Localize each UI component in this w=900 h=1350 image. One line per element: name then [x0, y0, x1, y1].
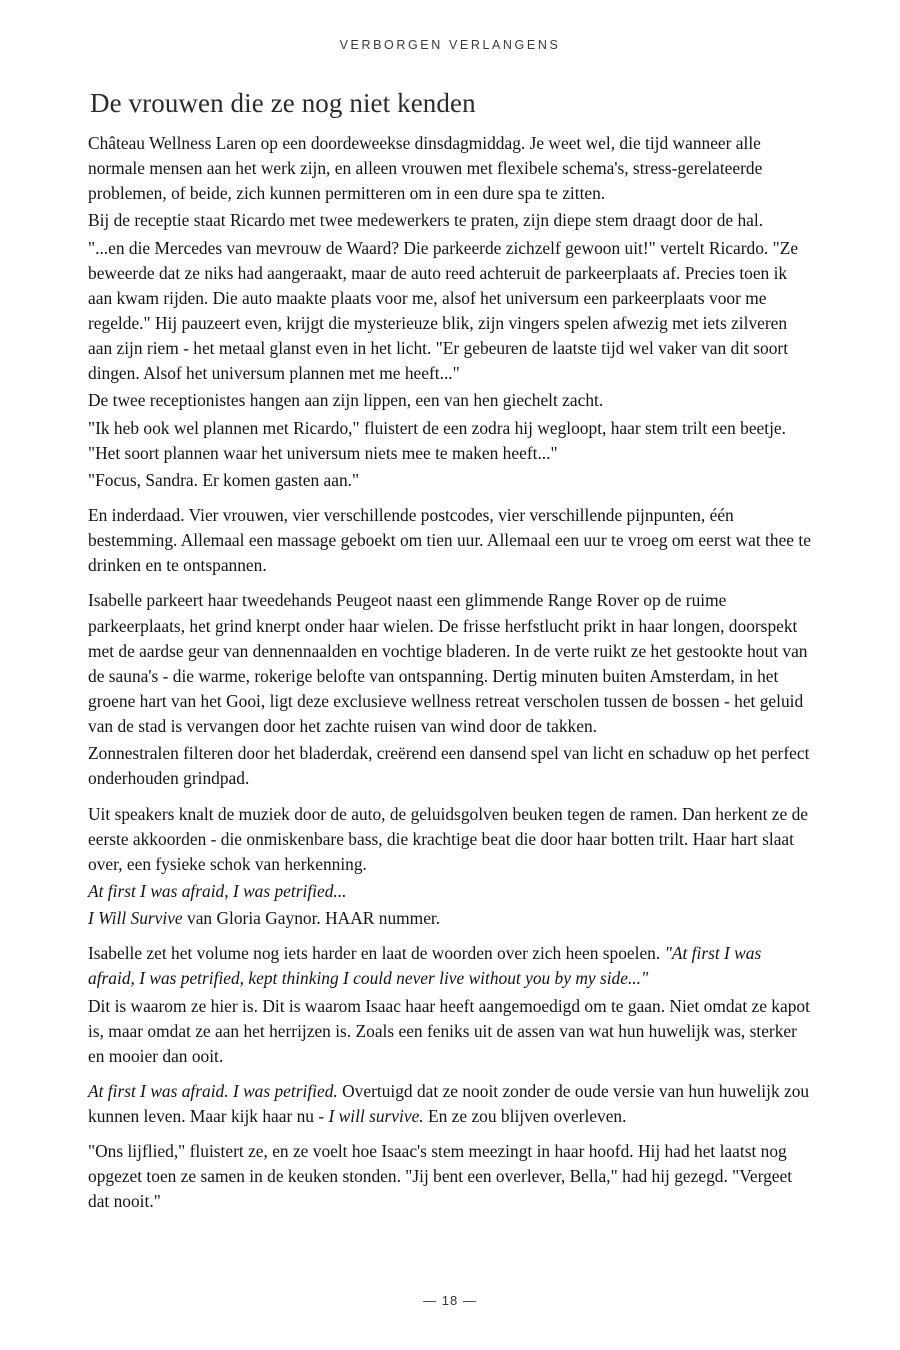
page-title: De vrouwen die ze nog niet kenden [90, 88, 476, 118]
paragraph: "Ons lijflied," fluistert ze, en ze voelt hoe Isaac's stem meezingt in haar hoofd. Hij had het laatst nog opgezet toen ze samen in de keuken stonden. "Jij bent een overlever, Bella," had hij gezegd. "Vergeet dat nooit." [88, 1141, 793, 1212]
paragraph [88, 941, 812, 991]
paragraph: Dit is waarom ze hier is. Dit is waarom Isaac haar heeft aangemoedigd om te gaan. Niet omdat ze kapot is, maar omdat ze aan het herrijzen is. Zoals een feniks uit de assen van wat hun huwelijk was, sterker en mooier dan ooit. [88, 995, 810, 1066]
plain-text: Overtuigd dat ze nooit zonder de oude versie van hun huwelijk zou kunnen leven. Maar kijk haar nu - [88, 1080, 810, 1127]
paragraph: De twee receptionistes hangen aan zijn lippen, een van hen giechelt zacht. [88, 390, 604, 411]
paragraph: "Focus, Sandra. Er komen gasten aan." [88, 469, 360, 490]
plain-text: van Gloria Gaynor. HAAR nummer. [182, 908, 441, 929]
emphasized-text: "At first I was afraid, I was petrified, kept thinking I could never live without you by my side..." [88, 943, 762, 989]
paragraph: "...en die Mercedes van mevrouw de Waard? Die parkeerde zichzelf gewoon uit!" vertelt Ricardo. "Ze beweerde dat ze niks had aangeraakt, maar de auto reed achteruit de parkeerplaats af. Precies toen ik aan kwam rijden. Die auto maakte plaats voor me, alsof het universum een parkeerplaats voor me regelde." Hij pauzeert even, krijgt die mysterieuze blik, zijn vingers spelen afwezig met iets zilveren aan zijn riem - het metaal glanst even in het licht. "Er gebeuren de laatste tijd wel vaker van dit soort dingen. Alsof het universum plannen met me heeft..." [88, 237, 799, 384]
paragraph: Zonnestralen filteren door het bladerdak, creërend een dansend spel van licht en schaduw op het perfect onderhouden grindpad. [88, 743, 810, 789]
paragraph [88, 1079, 812, 1129]
paragraph: Uit speakers knalt de muziek door de auto, de geluidsgolven beuken tegen de ramen. Dan herkent ze de eerste akkoorden - die onmiskenbare bass, die krachtige beat die door haar botten trilt. Haar hart slaat over, een fysieke schok van herkenning. [88, 803, 809, 874]
running-head: VERBORGEN VERLANGENS [339, 38, 561, 52]
emphasized-text: I will survive. [328, 1106, 424, 1127]
page-number: — 18 — [423, 1293, 477, 1308]
emphasized-text: I Will Survive [88, 908, 183, 929]
paragraph: En inderdaad. Vier vrouwen, vier verschillende postcodes, vier verschillende pijnpunten, één bestemming. Allemaal een massage geboekt om tien uur. Allemaal een uur te vroeg om eerst wat thee te drinken en te ontspannen. [88, 504, 811, 576]
plain-text: Isabelle zet het volume nog iets harder en laat de woorden over zich heen spoelen. [88, 943, 665, 964]
paragraph: "Ik heb ook wel plannen met Ricardo," fluistert de een zodra hij wegloopt, haar stem trilt een beetje. "Het soort plannen waar het universum niets mee te maken heeft..." [88, 417, 786, 463]
paragraph: Château Wellness Laren op een doordeweekse dinsdagmiddag. Je weet wel, die tijd wanneer alle normale mensen aan het werk zijn, en alleen vrouwen met flexibele schema's, stress-gerelateerde problemen, of beide, zich kunnen permitteren om in een dure spa te zitten. [88, 133, 763, 204]
paragraph: Isabelle parkeert haar tweedehands Peugeot naast een glimmende Range Rover op de ruime parkeerplaats, het grind knerpt onder haar wielen. De frisse herfstlucht prikt in haar longen, doorspekt met de aardse geur van dennennaalden en vochtige bladeren. In de verte ruikt ze het gestookte hout van de sauna's - die warme, rokerige belofte van ontspanning. Dertig minuten buiten Amsterdam, in het groene hart van het Gooi, ligt deze exclusieve wellness retreat verscholen tussen de bossen - het geluid van de stad is vervangen door het zachte ruisen van wind door de takken. [88, 590, 808, 737]
paragraph: At first I was afraid, I was petrified... [88, 880, 347, 901]
paragraph [88, 906, 812, 931]
emphasized-text: At first I was afraid. I was petrified. [88, 1080, 338, 1101]
body-text [88, 131, 812, 1215]
plain-text: En ze zou blijven overleven. [423, 1106, 627, 1127]
paragraph: Bij de receptie staat Ricardo met twee medewerkers te praten, zijn diepe stem draagt door de hal. [88, 210, 764, 231]
